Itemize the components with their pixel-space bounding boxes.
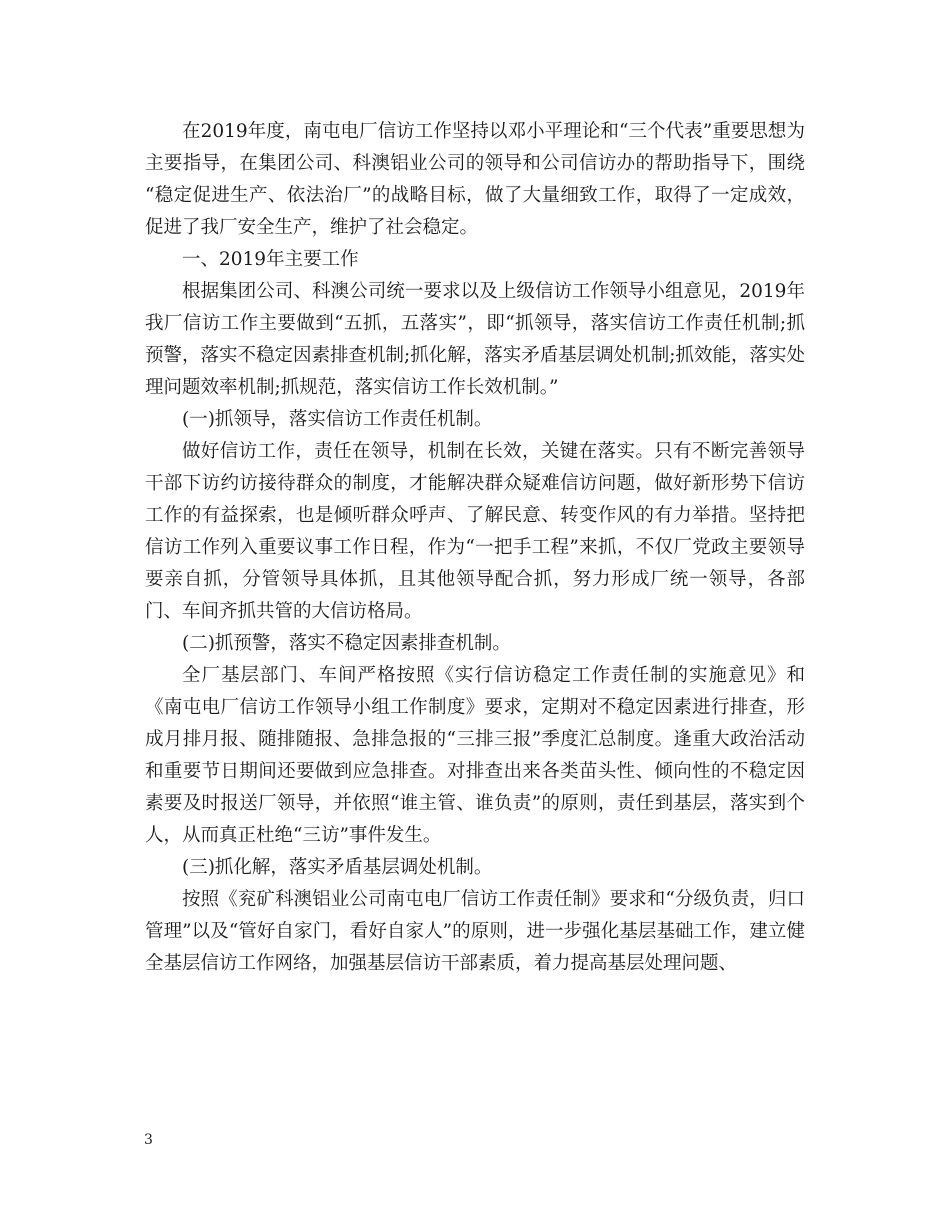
early-warning-paragraph: 全厂基层部门、车间严格按照《实行信访稳定工作责任制的实施意见》和《南屯电厂信访工作领导小组工作制度》要求，定期对不稳定因素进行排查，形成月排月报、随排随报、急排急报的“三排三报”季度汇总制度。逢重大政治活动和重要节日期间还要做到应急排查。对排查出来各类苗头性、倾向性的不稳定因素要及时报送厂领导，并依照“谁主管、谁负责”的原则，责任到基层，落实到个人，从而真正杜绝“三访”事件发生。 <box>145 665 805 846</box>
subheading-resolution: (三)抓化解，落实矛盾基层调处机制。 <box>182 857 493 878</box>
summary-paragraph: 根据集团公司、科澳公司统一要求以及上级信访工作领导小组意见，2019年我厂信访工作主要做到“五抓，五落实”，即“抓领导，落实信访工作责任机制;抓预警，落实不稳定因素排查机制;抓化解，落实矛盾基层调处机制;抓效能，落实处理问题效率机制;抓规范，落实信访工作长效机制。” <box>145 281 805 398</box>
subheading-early-warning: (二)抓预警，落实不稳定因素排查机制。 <box>182 633 511 654</box>
subheading-leadership: (一)抓领导，落实信访工作责任机制。 <box>182 409 493 430</box>
page-number: 3 <box>144 1132 153 1148</box>
intro-paragraph: 在2019年度，南屯电厂信访工作坚持以邓小平理论和“三个代表”重要思想为主要指导，在集团公司、科澳铝业公司的领导和公司信访办的帮助指导下，围绕 “稳定促进生产、依法治厂”的战略目标，做了大量细致工作，取得了一定成效，促进了我厂安全生产，维护了社会稳定。 <box>145 121 805 238</box>
resolution-paragraph: 按照《兖矿科澳铝业公司南屯电厂信访工作责任制》要求和“分级负责，归口管理”以及“管好自家门，看好自家人”的原则，进一步强化基层基础工作，建立健全基层信访工作网络，加强基层信访干部素质，着力提高基层处理问题、 <box>145 889 805 974</box>
document-body <box>145 116 805 980</box>
section-heading-main-work: 一、2019年主要工作 <box>182 249 359 270</box>
leadership-paragraph: 做好信访工作，责任在领导，机制在长效，关键在落实。只有不断完善领导干部下访约访接待群众的制度，才能解决群众疑难信访问题，做好新形势下信访工作的有益探索，也是倾听群众呼声、了解民意、转变作风的有力举措。坚持把信访工作列入重要议事工作日程，作为“一把手工程”来抓，不仅厂党政主要领导要亲自抓，分管领导具体抓，且其他领导配合抓，努力形成厂统一领导，各部门、车间齐抓共管的大信访格局。 <box>145 441 805 622</box>
